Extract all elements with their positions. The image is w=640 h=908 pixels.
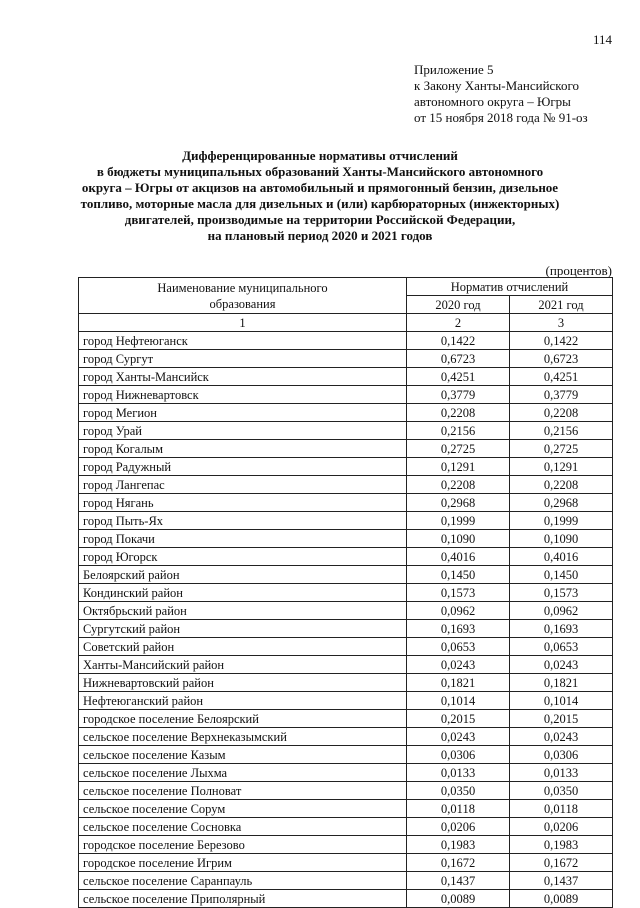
appendix-line: от 15 ноября 2018 года № 91-оз [414, 110, 588, 125]
value-2021-cell: 0,1291 [510, 458, 613, 476]
appendix-line: Приложение 5 [414, 62, 494, 77]
title-line: двигателей, производимые на территории Российской Федерации, [124, 212, 516, 227]
table-row [79, 764, 613, 782]
municipality-cell: город Ханты-Мансийск [79, 368, 407, 386]
municipality-cell: город Югорск [79, 548, 407, 566]
value-2020-cell: 0,0118 [407, 800, 510, 818]
table-row [79, 728, 613, 746]
value-2020-cell: 0,3779 [407, 386, 510, 404]
municipality-cell: город Нефтеюганск [79, 332, 407, 350]
appendix-block [414, 62, 588, 126]
value-2021-cell: 0,2015 [510, 710, 613, 728]
value-2020-cell: 0,0089 [407, 890, 510, 908]
table-row [79, 530, 613, 548]
title-line: Дифференцированные нормативы отчислений [182, 148, 458, 163]
norms-table [78, 277, 613, 908]
municipality-cell: сельское поселение Лыхма [79, 764, 407, 782]
value-2021-cell: 0,2208 [510, 476, 613, 494]
municipality-cell: сельское поселение Полноват [79, 782, 407, 800]
municipality-cell: город Когалым [79, 440, 407, 458]
value-2020-cell: 0,0653 [407, 638, 510, 656]
value-2020-cell: 0,0243 [407, 656, 510, 674]
value-2021-cell: 0,1672 [510, 854, 613, 872]
table-row [79, 872, 613, 890]
municipality-cell: город Нягань [79, 494, 407, 512]
table-row [79, 422, 613, 440]
value-2021-cell: 0,3779 [510, 386, 613, 404]
appendix-line: автономного округа – Югры [414, 94, 571, 109]
column-number: 1 [79, 314, 407, 332]
table-row [79, 782, 613, 800]
municipality-cell: город Урай [79, 422, 407, 440]
table-row [79, 620, 613, 638]
municipality-cell: город Сургут [79, 350, 407, 368]
column-number: 2 [407, 314, 510, 332]
value-2021-cell: 0,0206 [510, 818, 613, 836]
value-2020-cell: 0,0133 [407, 764, 510, 782]
municipality-cell: Сургутский район [79, 620, 407, 638]
municipality-cell: город Нижневартовск [79, 386, 407, 404]
document-title [70, 148, 570, 244]
value-2020-cell: 0,4016 [407, 548, 510, 566]
municipality-cell: сельское поселение Верхнеказымский [79, 728, 407, 746]
value-2021-cell: 0,0653 [510, 638, 613, 656]
title-line: округа – Югры от акцизов на автомобильный и прямогонный бензин, дизельное [81, 180, 559, 195]
table-row [79, 818, 613, 836]
value-2021-cell: 0,0243 [510, 656, 613, 674]
table-row [79, 674, 613, 692]
value-2021-cell: 0,0118 [510, 800, 613, 818]
value-2020-cell: 0,2968 [407, 494, 510, 512]
value-2021-cell: 0,1983 [510, 836, 613, 854]
municipality-cell: Октябрьский район [79, 602, 407, 620]
unit-label: (процентов) [545, 263, 612, 278]
value-2020-cell: 0,2208 [407, 404, 510, 422]
value-2020-cell: 0,1090 [407, 530, 510, 548]
municipality-cell: сельское поселение Сосновка [79, 818, 407, 836]
header-norm: Норматив отчислений [407, 278, 613, 296]
value-2020-cell: 0,1821 [407, 674, 510, 692]
value-2020-cell: 0,0962 [407, 602, 510, 620]
title-line: топливо, моторные масла для дизельных и (или) карбюраторных (инжекторных) [80, 196, 560, 211]
table-row [79, 566, 613, 584]
municipality-cell: городское поселение Березово [79, 836, 407, 854]
value-2020-cell: 0,1291 [407, 458, 510, 476]
value-2020-cell: 0,1672 [407, 854, 510, 872]
value-2021-cell: 0,0962 [510, 602, 613, 620]
value-2020-cell: 0,1437 [407, 872, 510, 890]
table-row [79, 404, 613, 422]
value-2021-cell: 0,2156 [510, 422, 613, 440]
table-row [79, 476, 613, 494]
table-row [79, 440, 613, 458]
table-row [79, 656, 613, 674]
table-row [79, 494, 613, 512]
table-body [79, 332, 613, 908]
table-row [79, 548, 613, 566]
value-2020-cell: 0,2015 [407, 710, 510, 728]
value-2021-cell: 0,0243 [510, 728, 613, 746]
value-2021-cell: 0,0133 [510, 764, 613, 782]
table-row [79, 800, 613, 818]
value-2020-cell: 0,1014 [407, 692, 510, 710]
table-row [79, 746, 613, 764]
table-row [79, 512, 613, 530]
municipality-cell: город Радужный [79, 458, 407, 476]
value-2020-cell: 0,1983 [407, 836, 510, 854]
value-2020-cell: 0,0243 [407, 728, 510, 746]
header-municipality-line: образования [209, 296, 276, 311]
municipality-cell: городское поселение Игрим [79, 854, 407, 872]
value-2021-cell: 0,0350 [510, 782, 613, 800]
table-row [79, 332, 613, 350]
municipality-cell: сельское поселение Приполярный [79, 890, 407, 908]
value-2021-cell: 0,4016 [510, 548, 613, 566]
municipality-cell: сельское поселение Саранпауль [79, 872, 407, 890]
municipality-cell: Советский район [79, 638, 407, 656]
municipality-cell: Нижневартовский район [79, 674, 407, 692]
value-2021-cell: 0,2968 [510, 494, 613, 512]
value-2021-cell: 0,1014 [510, 692, 613, 710]
header-municipality-line: Наименование муниципального [157, 280, 328, 295]
table-row [79, 836, 613, 854]
value-2020-cell: 0,1422 [407, 332, 510, 350]
value-2020-cell: 0,1999 [407, 512, 510, 530]
value-2021-cell: 0,0089 [510, 890, 613, 908]
column-numbers-row [79, 314, 613, 332]
value-2021-cell: 0,1090 [510, 530, 613, 548]
municipality-cell: сельское поселение Казым [79, 746, 407, 764]
value-2020-cell: 0,0306 [407, 746, 510, 764]
value-2021-cell: 0,2725 [510, 440, 613, 458]
table-row [79, 458, 613, 476]
value-2021-cell: 0,1450 [510, 566, 613, 584]
value-2021-cell: 0,6723 [510, 350, 613, 368]
municipality-cell: город Лангепас [79, 476, 407, 494]
value-2020-cell: 0,2208 [407, 476, 510, 494]
table-row [79, 350, 613, 368]
value-2021-cell: 0,0306 [510, 746, 613, 764]
title-line: в бюджеты муниципальных образований Ханты-Мансийского автономного [96, 164, 544, 179]
value-2021-cell: 0,1573 [510, 584, 613, 602]
value-2020-cell: 0,2156 [407, 422, 510, 440]
header-year-2021: 2021 год [510, 296, 613, 314]
header-municipality [79, 278, 407, 314]
table-row [79, 584, 613, 602]
municipality-cell: Кондинский район [79, 584, 407, 602]
table-row [79, 602, 613, 620]
municipality-cell: город Пыть-Ях [79, 512, 407, 530]
municipality-cell: Ханты-Мансийский район [79, 656, 407, 674]
header-year-2020: 2020 год [407, 296, 510, 314]
value-2020-cell: 0,0350 [407, 782, 510, 800]
appendix-line: к Закону Ханты-Мансийского [414, 78, 579, 93]
table-row [79, 386, 613, 404]
table-row [79, 692, 613, 710]
municipality-cell: Нефтеюганский район [79, 692, 407, 710]
table-row [79, 710, 613, 728]
column-number: 3 [510, 314, 613, 332]
municipality-cell: город Покачи [79, 530, 407, 548]
value-2020-cell: 0,4251 [407, 368, 510, 386]
value-2021-cell: 0,1821 [510, 674, 613, 692]
table-row [79, 638, 613, 656]
value-2020-cell: 0,1450 [407, 566, 510, 584]
header-row [79, 278, 613, 296]
table-row [79, 854, 613, 872]
table-row [79, 368, 613, 386]
value-2020-cell: 0,2725 [407, 440, 510, 458]
value-2021-cell: 0,2208 [510, 404, 613, 422]
value-2021-cell: 0,1693 [510, 620, 613, 638]
value-2021-cell: 0,1437 [510, 872, 613, 890]
value-2021-cell: 0,1422 [510, 332, 613, 350]
municipality-cell: сельское поселение Сорум [79, 800, 407, 818]
value-2021-cell: 0,1999 [510, 512, 613, 530]
municipality-cell: Белоярский район [79, 566, 407, 584]
value-2020-cell: 0,1573 [407, 584, 510, 602]
value-2021-cell: 0,4251 [510, 368, 613, 386]
municipality-cell: город Мегион [79, 404, 407, 422]
value-2020-cell: 0,0206 [407, 818, 510, 836]
municipality-cell: городское поселение Белоярский [79, 710, 407, 728]
value-2020-cell: 0,1693 [407, 620, 510, 638]
page-number: 114 [592, 32, 612, 47]
title-line: на плановый период 2020 и 2021 годов [207, 228, 433, 243]
value-2020-cell: 0,6723 [407, 350, 510, 368]
